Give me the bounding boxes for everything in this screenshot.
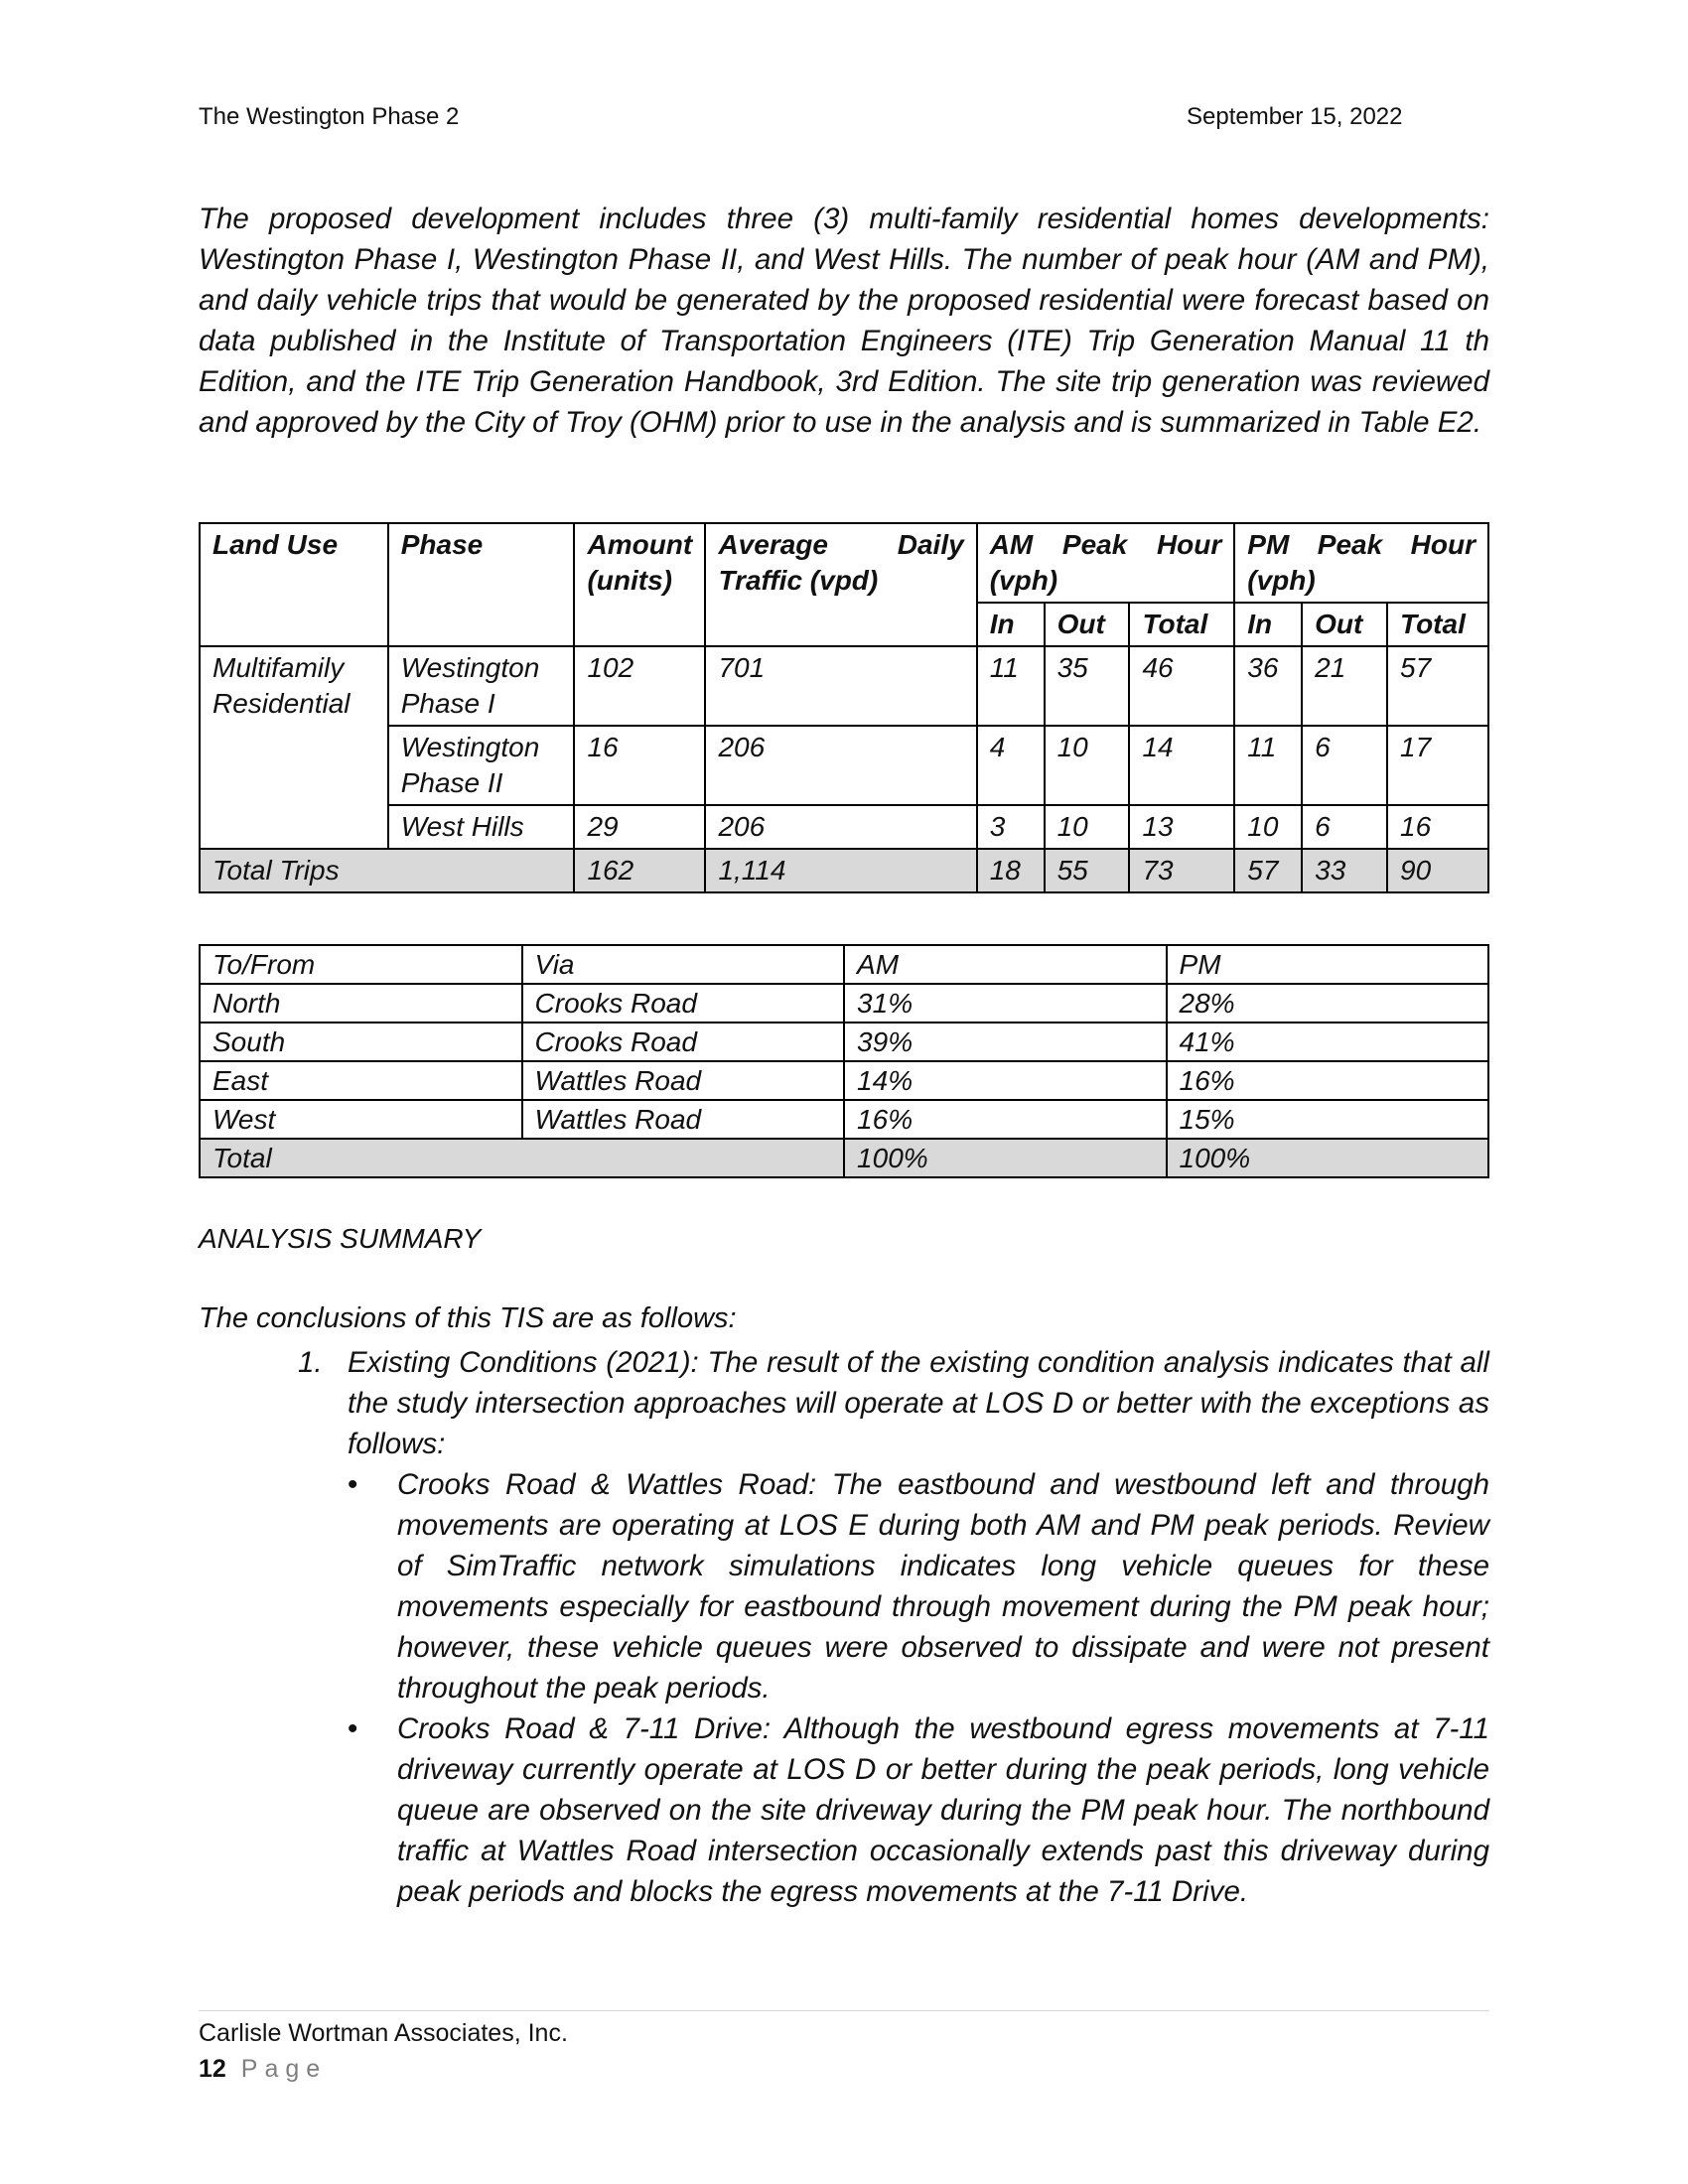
dist-total-am: 100%: [844, 1139, 1166, 1177]
via-cell: Wattles Road: [522, 1061, 845, 1100]
footer-page-number: [199, 2055, 327, 2084]
analysis-summary-heading: ANALYSIS SUMMARY: [199, 1223, 482, 1254]
header-am-total: Total: [1129, 603, 1234, 646]
header-pm-peak: PM Peak Hour (vph): [1234, 523, 1488, 603]
pm-cell: 15%: [1167, 1100, 1488, 1139]
to-from-cell: East: [200, 1061, 522, 1100]
amount-cell: 29: [574, 805, 705, 849]
total-amount: 162: [574, 849, 705, 892]
phase-cell: Westington Phase I: [388, 646, 575, 726]
trip-distribution-table: [199, 944, 1489, 1178]
pm-out-cell: 6: [1302, 726, 1387, 805]
header-date: September 15, 2022: [1187, 103, 1403, 130]
intro-paragraph: The proposed development includes three (3) multi-family residential homes developments: Westington Phase I, Westington Phase II, and West Hills. The number of peak hour (AM and PM), and daily vehicle trips that would be generated by the proposed residential were forecast based on data published in the Institute of Transportation Engineers (ITE) Trip Generation Manual 11 th Edition, and the ITE Trip Generation Handbook, 3rd Edition. The site trip generation was reviewed and approved by the City of Troy (OHM) prior to use in the analysis and is summarized in Table E2.: [199, 203, 1489, 439]
pm-in-cell: 11: [1234, 726, 1302, 805]
total-label: Total Trips: [200, 849, 574, 892]
bullet-icon: •: [348, 1468, 358, 1501]
page-number: 12: [199, 2055, 226, 2083]
item-text: Existing Conditions (2021): The result of the existing condition analysis indicates that all the study intersection approaches will operate at LOS D or better with the exceptions as follows:: [348, 1346, 1489, 1460]
to-from-cell: North: [200, 984, 522, 1023]
header-am-in: In: [977, 603, 1045, 646]
table-row: [200, 1023, 1488, 1061]
bullet-text: Crooks Road & Wattles Road: The eastbound and westbound left and through movements are operating at LOS E during both AM and PM peak periods. Review of SimTraffic network simulations indicates long vehicle queues for these movements especially for eastbound through movement during the PM peak hour; however, these vehicle queues were observed to dissipate and were not present throughout the peak periods.: [397, 1468, 1489, 1705]
footer-divider: [199, 2010, 1489, 2011]
to-from-cell: South: [200, 1023, 522, 1061]
pm-total-cell: 17: [1387, 726, 1488, 805]
phase-cell: Westington Phase II: [388, 726, 575, 805]
header-to-from: To/From: [200, 945, 522, 984]
header-pm-total: Total: [1387, 603, 1488, 646]
bullet-text: Crooks Road & 7-11 Drive: Although the westbound egress movements at 7-11 driveway currently operate at LOS D or better during the peak periods, long vehicle queue are observed on the site driveway during the PM peak hour. The northbound traffic at Wattles Road intersection occasionally extends past this driveway during peak periods and blocks the egress movements at the 7-11 Drive.: [397, 1712, 1489, 1908]
am-cell: 14%: [844, 1061, 1166, 1100]
header-pm-out: Out: [1302, 603, 1387, 646]
table-row: [200, 984, 1488, 1023]
page-word: Page: [240, 2055, 328, 2083]
total-pm-total: 90: [1387, 849, 1488, 892]
conclusions-intro: The conclusions of this TIS are as follows:: [199, 1302, 737, 1334]
header-via: Via: [522, 945, 845, 984]
header-pm: PM: [1167, 945, 1488, 984]
amount-cell: 102: [574, 646, 705, 726]
pm-cell: 41%: [1167, 1023, 1488, 1061]
total-am-in: 18: [977, 849, 1045, 892]
via-cell: Crooks Road: [522, 1023, 845, 1061]
am-cell: 16%: [844, 1100, 1166, 1139]
table-row: [200, 1100, 1488, 1139]
to-from-cell: West: [200, 1100, 522, 1139]
via-cell: Wattles Road: [522, 1100, 845, 1139]
dist-total-pm: 100%: [1167, 1139, 1488, 1177]
am-total-cell: 14: [1129, 726, 1234, 805]
am-cell: 31%: [844, 984, 1166, 1023]
am-in-cell: 11: [977, 646, 1045, 726]
total-pm-in: 57: [1234, 849, 1302, 892]
header-pm-in: In: [1234, 603, 1302, 646]
pm-total-cell: 16: [1387, 805, 1488, 849]
trip-table-total-row: [200, 849, 1488, 892]
pm-out-cell: 21: [1302, 646, 1387, 726]
pm-total-cell: 57: [1387, 646, 1488, 726]
adt-cell: 701: [705, 646, 976, 726]
pm-in-cell: 36: [1234, 646, 1302, 726]
land-use-cell: Multifamily Residential: [200, 646, 388, 849]
am-cell: 39%: [844, 1023, 1166, 1061]
am-out-cell: 35: [1045, 646, 1130, 726]
dist-table-header-row: [200, 945, 1488, 984]
header-adt: Average Daily Traffic (vpd): [705, 523, 976, 646]
adt-cell: 206: [705, 726, 976, 805]
total-pm-out: 33: [1302, 849, 1387, 892]
adt-cell: 206: [705, 805, 976, 849]
am-in-cell: 4: [977, 726, 1045, 805]
am-total-cell: 13: [1129, 805, 1234, 849]
pm-out-cell: 6: [1302, 805, 1387, 849]
total-am-out: 55: [1045, 849, 1130, 892]
header-am-peak: AM Peak Hour (vph): [977, 523, 1235, 603]
header-amount: Amount (units): [574, 523, 705, 646]
dist-total-label: Total: [200, 1139, 844, 1177]
header-phase: Phase: [388, 523, 575, 646]
am-in-cell: 3: [977, 805, 1045, 849]
item-number: 1.: [298, 1346, 323, 1379]
trip-generation-table: [199, 522, 1489, 893]
table-row: [200, 646, 1488, 726]
trip-table-header-row: [200, 523, 1488, 603]
amount-cell: 16: [574, 726, 705, 805]
pm-cell: 28%: [1167, 984, 1488, 1023]
header-am-out: Out: [1045, 603, 1130, 646]
via-cell: Crooks Road: [522, 984, 845, 1023]
am-out-cell: 10: [1045, 726, 1130, 805]
pm-cell: 16%: [1167, 1061, 1488, 1100]
pm-in-cell: 10: [1234, 805, 1302, 849]
table-row: [200, 805, 1488, 849]
header-land-use: Land Use: [200, 523, 388, 646]
header-am: AM: [844, 945, 1166, 984]
bullet-icon: •: [348, 1712, 358, 1745]
footer-company: Carlisle Wortman Associates, Inc.: [199, 2019, 568, 2047]
total-am-total: 73: [1129, 849, 1234, 892]
table-row: [200, 1061, 1488, 1100]
am-out-cell: 10: [1045, 805, 1130, 849]
dist-table-total-row: [200, 1139, 1488, 1177]
phase-cell: West Hills: [388, 805, 575, 849]
total-adt: 1,114: [705, 849, 976, 892]
am-total-cell: 46: [1129, 646, 1234, 726]
header-title: The Westington Phase 2: [199, 103, 460, 130]
table-row: [200, 726, 1488, 805]
